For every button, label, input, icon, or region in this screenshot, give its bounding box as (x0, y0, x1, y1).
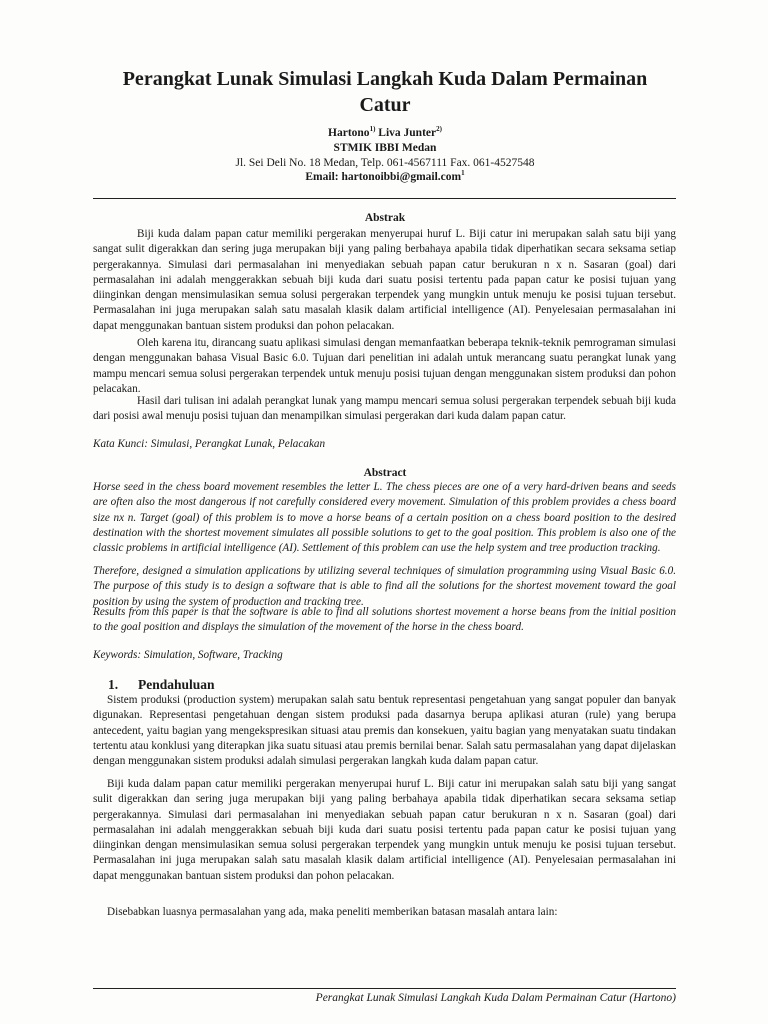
abstract-paragraph-1: Horse seed in the chess board movement resembles the letter L. The chess pieces are one of a very hard-driven beans and seeds are often also the most dangerous if not carefully considered every movement. Simulation of this problem provides a chess board size nx n. Target (goal) of this problem is to move a horse beans of a certain position on a chess board position to the desired destination with the shortest movement simulates all possible solutions to get to the goal position. This problem is also one of the classic problems in artificial intelligence (AI). Settlement of this problem can use the help system and tree production tracking. (93, 481, 676, 555)
abstract-paragraph-3: Results from this paper is that the software is able to find all solutions shortest movement a horse beans from the initial position to the goal position and displays the simulation of the movement of the horse in the chess board. (93, 606, 676, 634)
paper-title: Perangkat Lunak Simulasi Langkah Kuda Dalam Permainan Catur (122, 68, 648, 116)
abstrak-keywords: Kata Kunci: Simulasi, Perangkat Lunak, Pelacakan (93, 438, 326, 450)
email-mark: 1 (461, 169, 465, 178)
affiliation: STMIK IBBI Medan (333, 142, 437, 154)
abstrak-paragraph-1: Biji kuda dalam papan catur memiliki pergerakan menyerupai huruf L. Biji catur ini merupakan salah satu biji yang sangat sulit digerakkan dan sering juga merupakan biji yang paling berbahaya apabila tidak diperhatikan secara seksama setiap pergerakannya. Simulasi dari permasalahan ini menyediakan sebuah papan catur berukuran n x n. Sasaran (goal) dari permasalahan ini adalah menggerakkan sebuah biji kuda dari suatu posisi tertentu pada papan catur ke posisi tujuan yang diinginkan dengan mensimulasikan semua solusi pergerakan terpendek yang mungkin untuk menuju ke posisi tujuan tersebut. Permasalahan ini juga merupakan salah satu masalah klasik dalam artificial intelligence (AI). Penyelesaian permasalahan ini dapat menggunakan bantuan sistem produksi dan pohon pelacakan. (93, 228, 676, 332)
author-2: Liva Junter (375, 127, 437, 139)
abstrak-paragraph-2: Oleh karena itu, dirancang suatu aplikasi simulasi dengan memanfaatkan beberapa teknik-teknik pemrograman simulasi dengan menggunakan bahasa Visual Basic 6.0. Tujuan dari penelitian ini adalah untuk merancang suatu perangkat lunak yang mampu mencari semua solusi pergerakan terpendek untuk menuju posisi tujuan dengan menggunakan sistem produksi dan pohon pelacakan. (93, 337, 676, 395)
author-line (95, 126, 675, 140)
email: Email: hartonoibbi@gmail.com (305, 171, 462, 183)
intro-paragraph-2: Biji kuda dalam papan catur memiliki pergerakan menyerupai huruf L. Biji catur ini merupakan salah satu biji yang sangat sulit digerakkan dan sering juga merupakan biji yang paling berbahaya apabila tidak diperhatikan secara seksama setiap pergerakannya. Simulasi dari permasalahan ini menyediakan sebuah papan catur berukuran n x n. Sasaran (goal) dari permasalahan ini adalah menggerakkan sebuah biji kuda dari suatu posisi tertentu pada papan catur ke posisi tujuan yang diinginkan dengan mensimulasikan semua solusi pergerakan terpendek yang mungkin untuk menuju ke posisi tujuan tersebut. Permasalahan ini juga merupakan salah satu masalah klasik dalam artificial intelligence (AI). Penyelesaian permasalahan ini dapat menggunakan bantuan sistem produksi dan pohon pelacakan. (93, 778, 676, 882)
section-title: Pendahuluan (138, 677, 215, 692)
abstract-heading: Abstract (363, 467, 407, 479)
section-heading (108, 677, 215, 693)
abstrak-heading: Abstrak (364, 212, 406, 224)
email-line (95, 170, 675, 184)
author-1: Hartono (328, 127, 370, 139)
author-2-mark: 2) (436, 125, 442, 134)
abstract-keywords: Keywords: Simulation, Software, Tracking (93, 649, 283, 661)
abstrak-paragraph-3: Hasil dari tulisan ini adalah perangkat lunak yang mampu mencari semua solusi pergerakan terpendek sebuah biji kuda dari posisi awal menuju posisi tujuan dan menampilkan simulasi pergerakan dari kuda dalam papan catur. (93, 395, 676, 423)
abstract-paragraph-2: Therefore, designed a simulation applications by utilizing several techniques of simulation programming using Visual Basic 6.0. The purpose of this study is to design a software that is able to find all the solutions for the shortest movement toward the goal position by using the system of production and tracking tree. (93, 565, 676, 608)
running-footer: Perangkat Lunak Simulasi Langkah Kuda Dalam Permainan Catur (Hartono) (315, 992, 676, 1004)
section-number: 1. (108, 677, 119, 692)
footer-divider (93, 988, 676, 989)
intro-paragraph-1: Sistem produksi (production system) merupakan salah satu bentuk representasi pengetahuan yang sangat populer dan banyak digunakan. Representasi pengetahuan dengan sistem produksi pada dasarnya berupa aplikasi aturan (rule) yang berupa antecedent, yaitu bagian yang mengekspresikan situasi atau premis dan konsekuen, yaitu bagian yang menyatakan suatu tindakan tertentu atau konklusi yang diterapkan jika suatu situasi atau premis bernilai benar. Salah satu permasalahan yang dapat dijelaskan dengan menggunakan sistem produksi adalah simulasi pergerakan langkah kuda dalam papan catur. (93, 694, 676, 768)
intro-paragraph-3: Disebabkan luasnya permasalahan yang ada, maka peneliti memberikan batasan masalah antara lain: (107, 906, 558, 918)
header-divider (93, 198, 676, 199)
author-1-mark: 1) (369, 125, 376, 134)
address: Jl. Sei Deli No. 18 Medan, Telp. 061-4567111 Fax. 061-4527548 (235, 157, 535, 169)
